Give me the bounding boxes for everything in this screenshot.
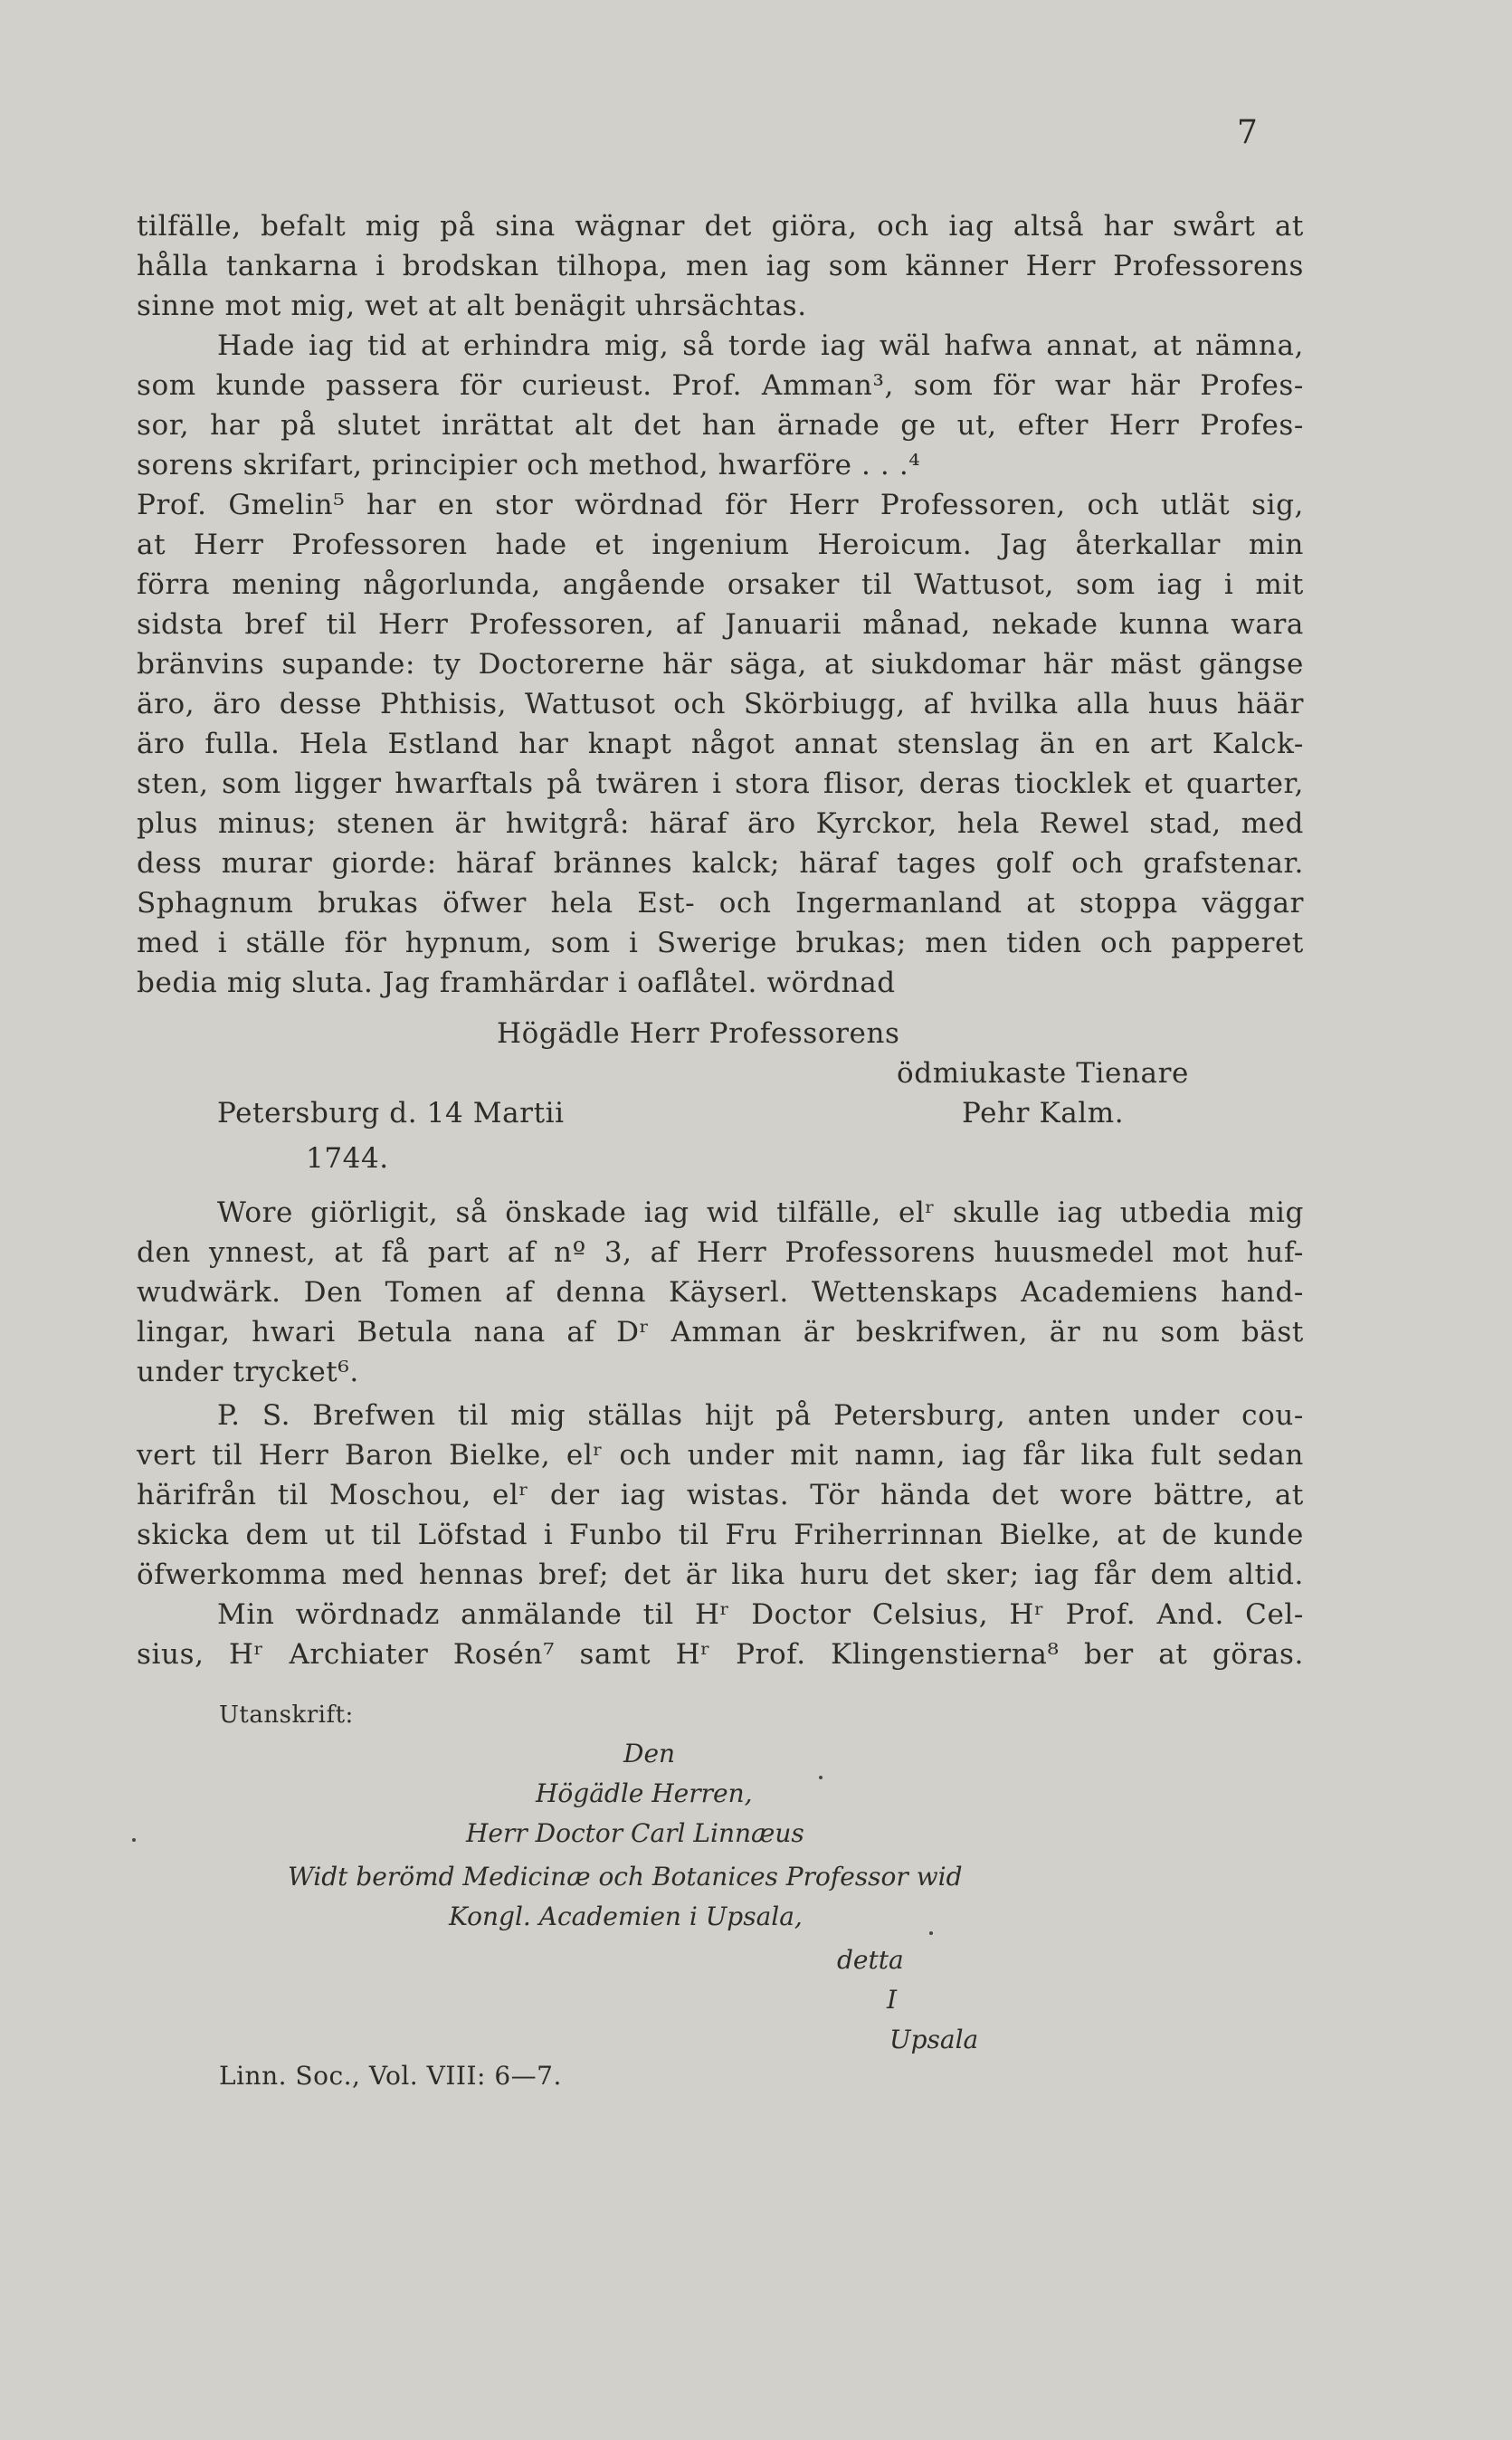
body-line: bränvins supande: ty Doctorerne här säga, at siukdomar här mäst gängse [137, 648, 1304, 681]
body-line: sor, har på slutet inrättat alt det han ärnade ge ut, efter Herr Profes- [137, 409, 1304, 442]
body-line: äro, äro desse Phthisis, Wattusot och Skörbiugg, af hvilka alla huus häär [137, 688, 1304, 720]
closing-year: 1744. [306, 1142, 389, 1175]
body-line: sidsta bref til Herr Professoren, af Januarii månad, nekade kunna wara [137, 608, 1304, 641]
postscript-line: under trycket⁶. [137, 1356, 359, 1388]
address-line: Herr Doctor Carl Linnæus [466, 1818, 804, 1848]
postscript-line: Wore giörligit, så önskade iag wid tilfälle, elʳ skulle iag utbedia mig [217, 1196, 1304, 1229]
address-label: Utanskrift: [219, 1701, 354, 1729]
address-line: Den [623, 1739, 676, 1768]
postscript-line: Min wördnadz anmälande til Hʳ Doctor Celsius, Hʳ Prof. And. Cel- [217, 1598, 1304, 1631]
closing-place-date: Petersburg d. 14 Martii [217, 1097, 565, 1129]
body-line: Prof. Gmelin⁵ har en stor wördnad för Herr Professoren, och utlät sig, [137, 489, 1304, 521]
body-line: sinne mot mig, wet at alt benägit uhrsächtas. [137, 290, 807, 322]
ink-dot [819, 1776, 823, 1779]
address-line: Widt berömd Medicinæ och Botanices Professor wid [288, 1862, 963, 1892]
postscript-line: wudwärk. Den Tomen af denna Käyserl. Wettenskaps Academiens hand- [137, 1276, 1304, 1309]
address-line: detta [837, 1945, 904, 1975]
ink-dot [929, 1931, 933, 1935]
body-line: Sphagnum brukas öfwer hela Est- och Ingermanland at stoppa väggar [137, 887, 1304, 920]
body-line: at Herr Professoren hade et ingenium Heroicum. Jag återkallar min [137, 529, 1304, 561]
postscript-line: öfwerkomma med hennas bref; det är lika huru det sker; iag får dem altid. [137, 1558, 1304, 1591]
postscript-line: härifrån til Moschou, elʳ der iag wistas. Tör hända det wore bättre, at [137, 1479, 1304, 1511]
address-line: I [887, 1985, 898, 2015]
address-line: Högädle Herren, [536, 1778, 753, 1808]
address-line: Kongl. Academien i Upsala, [449, 1901, 803, 1931]
body-line: dess murar giorde: häraf brännes kalck; häraf tages golf och grafstenar. [137, 847, 1304, 880]
postscript-line: lingar, hwari Betula nana af Dʳ Amman är beskrifwen, är nu som bäst [137, 1316, 1304, 1349]
body-line: bedia mig sluta. Jag framhärdar i oaflåtel. wördnad [137, 967, 896, 999]
closing-salutation: Högädle Herr Professorens [497, 1017, 900, 1050]
postscript-line: sius, Hʳ Archiater Rosén⁷ samt Hʳ Prof. Klingenstierna⁸ ber at göras. [137, 1638, 1304, 1671]
body-line: sten, som ligger hwarftals på twären i stora flisor, deras tiocklek et quarter, [137, 767, 1304, 800]
body-line: äro fulla. Hela Estland har knapt något annat stenslag än en art Kalck- [137, 728, 1304, 760]
footer-reference: Linn. Soc., Vol. VIII: 6—7. [219, 2061, 562, 2091]
body-line: tilfälle, befalt mig på sina wägnar det giöra, och iag altså har swårt at [137, 210, 1304, 243]
body-line: hålla tankarna i brodskan tilhopa, men iag som känner Herr Professorens [137, 250, 1304, 282]
body-line: Hade iag tid at erhindra mig, så torde iag wäl hafwa annat, at nämna, [217, 329, 1304, 362]
closing-servant: ödmiukaste Tienare [897, 1057, 1189, 1090]
body-line: med i ställe för hypnum, som i Swerige brukas; men tiden och papperet [137, 927, 1304, 959]
body-line: förra mening någorlunda, angående orsaker til Wattusot, som iag i mit [137, 568, 1304, 601]
postscript-line: skicka dem ut til Löfstad i Funbo til Fru Friherrinnan Bielke, at de kunde [137, 1519, 1304, 1551]
postscript-line: den ynnest, at få part af nº 3, af Herr Professorens huusmedel mot huf- [137, 1236, 1304, 1269]
ink-dot [132, 1838, 136, 1842]
postscript-line: P. S. Brefwen til mig ställas hijt på Petersburg, anten under cou- [217, 1399, 1304, 1432]
body-line: sorens skrifart, principier och method, hwarföre . . .⁴ [137, 449, 921, 481]
body-line: som kunde passera för curieust. Prof. Amman³, som för war här Profes- [137, 369, 1304, 402]
postscript-line: vert til Herr Baron Bielke, elʳ och under mit namn, iag får lika fult sedan [137, 1439, 1304, 1472]
signature: Pehr Kalm. [962, 1097, 1125, 1129]
address-line: Upsala [889, 2025, 979, 2054]
page-number: 7 [1237, 114, 1258, 151]
body-line: plus minus; stenen är hwitgrå: häraf äro Kyrckor, hela Rewel stad, med [137, 807, 1304, 840]
